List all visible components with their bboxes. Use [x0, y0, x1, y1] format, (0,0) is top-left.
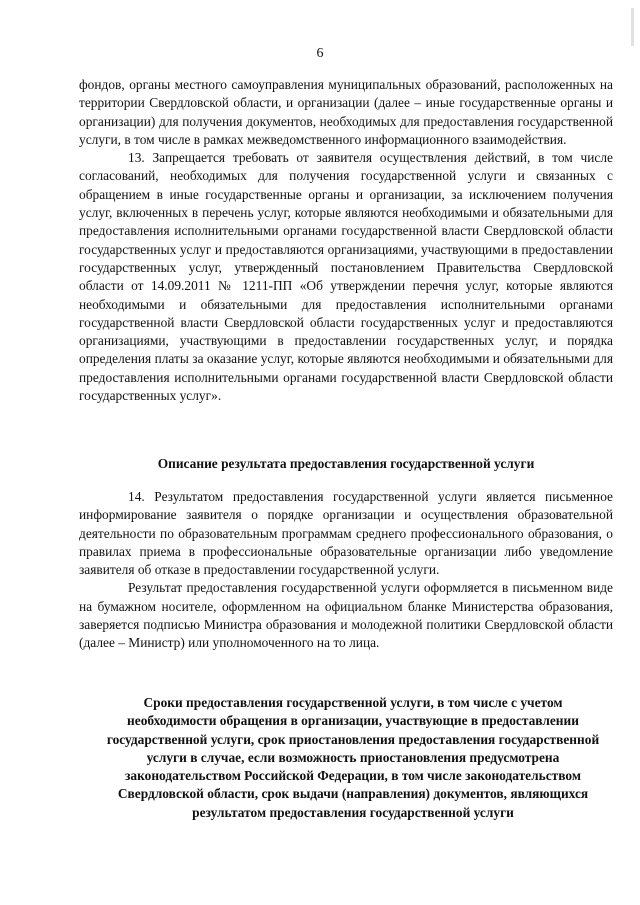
section-heading-result: Описание результата предоставления государственной услуги — [157, 456, 535, 471]
page-number: 6 — [316, 46, 324, 61]
paragraph-13: 13. Запрещается требовать от заявителя осуществления действий, в том числе согласований, необходимых для получения государственной услуги и связанных с обращением в иные государственные органы и организации, за исключением получения услуг, включенных в перечень услуг, которые являются необходимыми и обязательными для предоставления исполнительными органами государственной власти Свердловской области государственных услуг и предоставляются организациями, участвующими в предоставлении государственных услуг, утвержденный постановлением Правительства Свердловской области от 14.09.2011 № 1211-ПП «Об утверждении перечня услуг, которые являются необходимыми и обязательными для предоставления исполнительными органами государственной власти Свердловской области государственных услуг и предоставляются организациями, участвующими в предоставлении государственных услуг, и порядка определения платы за оказание услуг, которые являются необходимыми и обязательными для предоставления исполнительными органами государственной власти Свердловской области государственных услуг». — [79, 150, 613, 404]
section-heading-terms: Сроки предоставления государственной услуги, в том числе с учетом необходимости обращения в организации, участвующие в предоставлении государственной услуги, срок приостановления предоставления государственной услуги в случае, если возможность приостановления предусмотрена законодательством Российской Федерации, в том числе законодательством Свердловской области, срок выдачи (направления) документов, являющихся результатом предоставления государственной услуги — [106, 695, 600, 820]
paragraph-14: 14. Результатом предоставления государственной услуги является письменное информирование заявителя о порядке организации и осуществления образовательной деятельности по образовательным программам среднего профессионального образования, о правилах приема в профессиональные образовательные организации либо уведомление заявителя об отказе в предоставлении государственной услуги. — [79, 489, 613, 578]
paragraph-14-continued: Результат предоставления государственной услуги оформляется в письменном виде на бумажном носителе, оформленном на официальном бланке Министерства образования, заверяется подписью Министра образования и молодежной политики Свердловской области (далее – Министр) или уполномоченного на то лица. — [79, 580, 613, 651]
paragraph-continuation: фондов, органы местного самоуправления муниципальных образований, расположенных на территории Свердловской области, и организации (далее – иные государственные органы и организации) для получения документов, необходимых для предоставления государственной услуги, в том числе в рамках межведомственного информационного взаимодействия. — [79, 77, 613, 147]
body-text-top — [79, 76, 613, 405]
body-text-middle — [79, 488, 613, 653]
scan-edge-mark — [631, 8, 634, 46]
